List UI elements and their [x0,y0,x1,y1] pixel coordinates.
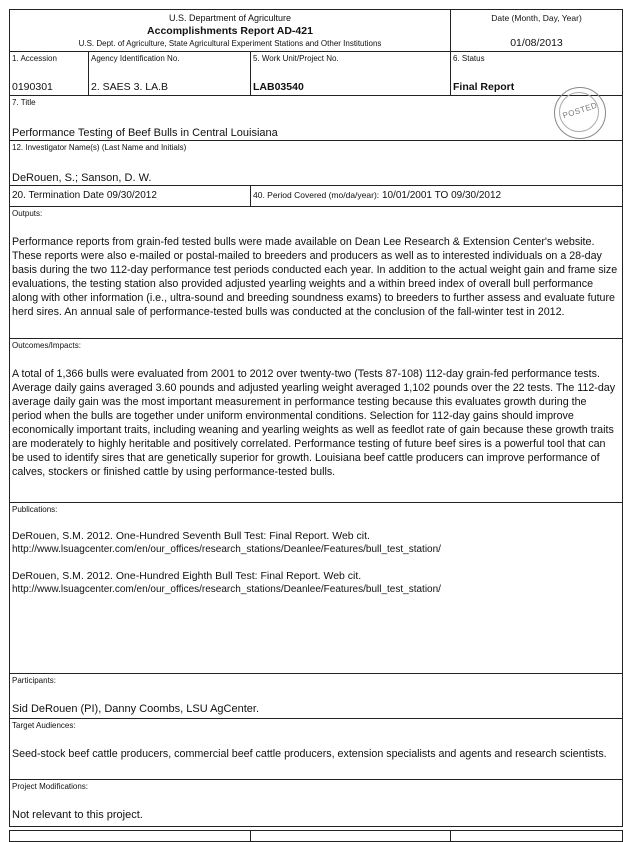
target-audiences-text: Seed-stock beef cattle producers, commercial beef cattle producers, extension specialists and agents and research scientists. [12,748,607,760]
participants-value: Sid DeRouen (PI), Danny Coombs, LSU AgCenter. [12,703,260,715]
accession-cell [9,51,89,96]
period-label: 40. Period Covered (mo/da/year): [253,190,380,200]
target-audiences-section [9,718,623,780]
report-header [9,9,451,52]
outcomes-section [9,338,623,503]
title-label: 7. Title [12,98,36,107]
publication-link[interactable]: http://www.lsuagcenter.com/en/our_offices/research_stations/Deanlee/Features/bull_test_station/ [12,544,441,555]
publication-citation: DeRouen, S.M. 2012. One-Hundred Seventh Bull Test: Final Report. Web cit. [12,530,370,542]
target-audiences-label: Target Audiences: [12,721,76,730]
outputs-text: Performance reports from grain-fed tested bulls were made available on Dean Lee Research & Extension Center's website. These reports were also e-mailed or postal-mailed to breeders and producers as well as to interested individuals on a 28-day basis during the two 112-day performance test periods conducted each year. In addition to the actual weight gain and frame size evaluations, the testing station also provided adjusted yearling weights and a within breed index of overall bull performance along with other information (i.e., ultra-sound and breeding soundness exams) to breeders to further assess and evaluate future herd sires. An annual sale of performance-tested bulls was conducted at the conclusion of the fall-winter test in 2012. [12,236,618,318]
investigators-label: 12. Investigator Name(s) (Last Name and Initials) [12,143,187,152]
period-value: 10/01/2001 TO 09/30/2012 [381,190,502,201]
investigators-section [9,140,623,186]
period-covered [253,190,501,201]
modifications-value: Not relevant to this project. [12,809,143,821]
status-cell [450,51,623,96]
report-subtitle: U.S. Dept. of Agriculture, State Agricultural Experiment Stations and Other Institutions [78,39,382,48]
publication-citation: DeRouen, S.M. 2012. One-Hundred Eighth Bull Test: Final Report. Web cit. [12,570,362,582]
department-name: U.S. Department of Agriculture [168,13,292,23]
status-value: Final Report [453,81,515,93]
publications-label: Publications: [12,505,58,514]
termination-date: 20. Termination Date 09/30/2012 [12,190,157,201]
outcomes-label: Outcomes/Impacts: [12,341,81,350]
status-label: 6. Status [453,54,485,63]
period-cell [250,185,623,207]
title-section [9,95,623,141]
footer-cell-left [9,830,251,842]
outputs-section [9,206,623,339]
agency-value: 2. SAES 3. LA.B [91,81,169,93]
accession-label: 1. Accession [12,54,57,63]
termination-cell [9,185,251,207]
project-title: Performance Testing of Beef Bulls in Central Louisiana [12,127,278,139]
agency-label: Agency Identification No. [91,54,180,63]
date-box [450,9,623,52]
date-value: 01/08/2013 [510,37,563,49]
report-title: Accomplishments Report AD-421 [147,25,313,37]
agency-cell [88,51,251,96]
work-unit-cell [250,51,451,96]
modifications-section [9,779,623,827]
investigators-value: DeRouen, S.; Sanson, D. W. [12,172,152,184]
participants-label: Participants: [12,676,57,685]
accession-value: 0190301 [12,81,53,93]
posted-stamp-text: POSTED [561,100,599,121]
publications-section [9,502,623,674]
outputs-label: Outputs: [12,209,43,218]
publication-link[interactable]: http://www.lsuagcenter.com/en/our_offices/research_stations/Deanlee/Features/bull_test_station/ [12,584,441,595]
modifications-label: Project Modifications: [12,782,89,791]
participants-section [9,673,623,719]
footer-cell-middle [250,830,451,842]
work-unit-label: 5. Work Unit/Project No. [253,54,339,63]
work-unit-value: LAB03540 [253,81,304,93]
date-label: Date (Month, Day, Year) [491,13,582,23]
outcomes-text: A total of 1,366 bulls were evaluated from 2001 to 2012 over twenty-two (Tests 87-108) 112-day grain-fed performance tests. Average daily gains averaged 3.60 pounds and adjusted yearling weight averaged 1,102 pounds over the 22 tests. The 112-day average daily gain was the most important measurement in performance testing because this evaluates growth during the period when the bulls are together under uniform environmental conditions. Selection for 112-day gains should improve economically important traits, including weaning and yearling weights as well as feedlot rate of gain because these growth traits are moderately to highly heritable and positively correlated. Performance testing of future beef sires is a powerful tool that can be used to identify sires that are genetically superior for growth. Louisiana beef cattle producers can improve performance of calves, stockers or finished cattle by using performance-tested bulls. [12,368,616,478]
footer-cell-right [450,830,623,842]
posted-stamp [554,87,606,139]
